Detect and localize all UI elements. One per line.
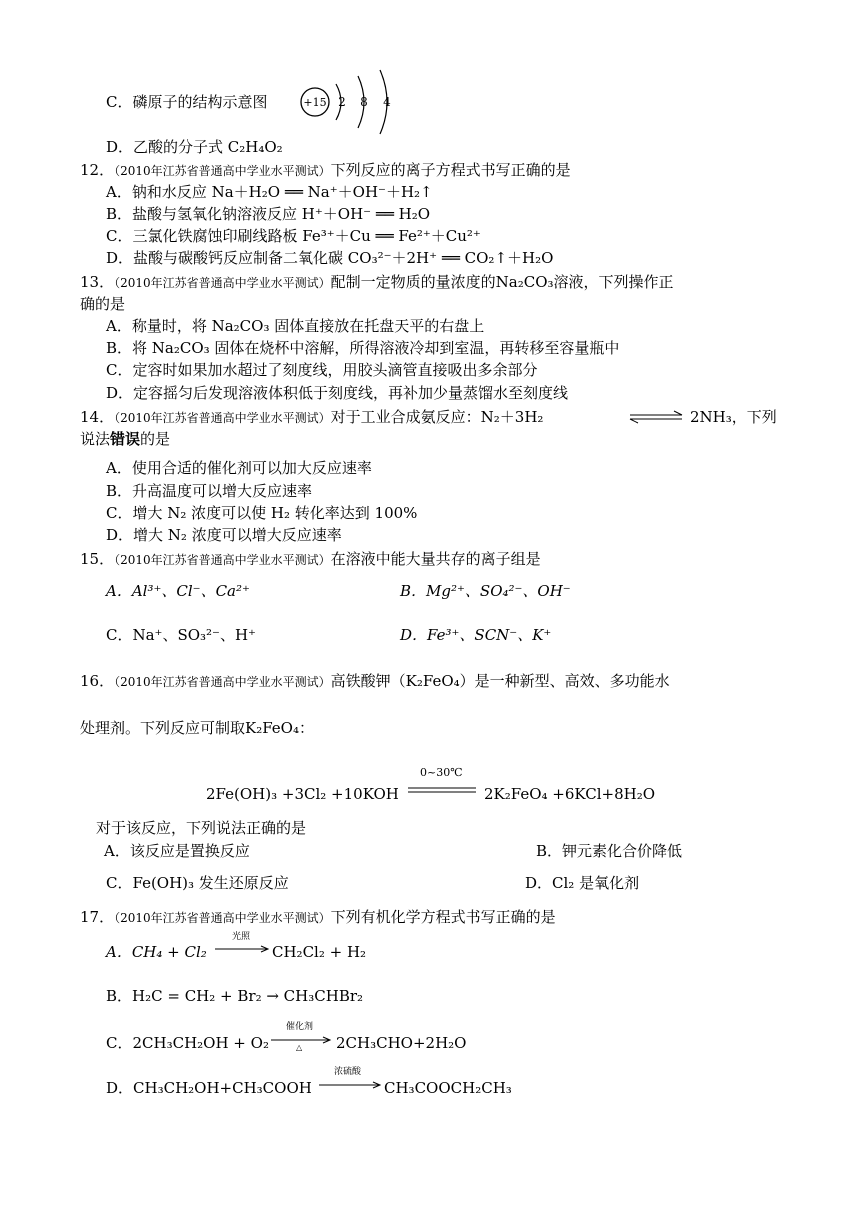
q14-text2a: 说法 [80,430,111,448]
q17-option-d-condition: 浓硫酸 [334,1067,362,1077]
q15-option-a: A．Al³⁺、Cl⁻、Ca²⁺ [106,582,250,600]
q14-stem-product: 2NH₃，下列 [690,408,777,426]
q15-number: 15． [80,550,115,568]
q15-text: 在溶液中能大量共存的离子组是 [330,550,541,568]
q16-equation-left: 2Fe(OH)₃ +3Cl₂ +10KOH [206,785,399,803]
shell-electrons-1: 2 [338,95,346,109]
q12-number: 12． [80,161,115,179]
shell-electrons-3: 4 [383,95,391,109]
q17-stem [80,907,556,928]
q12-option-d: D．盐酸与碳酸钙反应制备二氧化碳 CO₃²⁻＋2H⁺ ══ CO₂↑＋H₂O [106,249,554,267]
q14-stem-line2 [80,429,170,449]
q15-source: （2010年江苏省普通高中学业水平测试） [114,553,331,567]
q13-option-c: C．定容时如果加水超过了刻度线，用胶头滴管直接吸出多余部分 [106,361,538,379]
q17-option-c-condition2: △ [296,1043,303,1052]
q16-stem [80,671,670,692]
equilibrium-arrow-icon [628,410,684,424]
q12-option-c: C．三氯化铁腐蚀印刷线路板 Fe³⁺＋Cu ══ Fe²⁺＋Cu²⁺ [106,227,481,245]
q13-stem [80,272,674,293]
q17-option-c-condition: 催化剂 [286,1022,314,1032]
q12-text: 下列反应的离子方程式书写正确的是 [330,161,571,179]
q16-option-a: A．该反应是置换反应 [104,842,250,860]
q12-option-b: B．盐酸与氢氧化钠溶液反应 H⁺＋OH⁻ ══ H₂O [106,205,431,223]
q17-text: 下列有机化学方程式书写正确的是 [330,908,556,926]
q13-option-d: D．定容摇匀后发现溶液体积低于刻度线，再补加少量蒸馏水至刻度线 [106,384,569,402]
q16-lead: 对于该反应，下列说法正确的是 [96,819,307,837]
q15-option-d: D．Fe³⁺、SCN⁻、K⁺ [400,626,552,644]
q17-option-a-left: A．CH₄ + Cl₂ [106,943,207,961]
q15-stem [80,549,541,570]
q15-option-c: C．Na⁺、SO₃²⁻、H⁺ [106,626,256,644]
q14-option-a: A．使用合适的催化剂可以加大反应速率 [106,459,372,477]
q16-text: 高铁酸钾（K₂FeO₄）是一种新型、高效、多功能水 [330,672,670,690]
q17-a-arrow-icon [214,944,270,954]
q16-equation-condition: 0~30℃ [420,766,463,779]
q17-option-d-left: D．CH₃CH₂OH+CH₃COOH [106,1079,312,1097]
q13-text: 配制一定物质的量浓度的Na₂CO₃溶液，下列操作正 [330,273,674,291]
q14-stem [80,407,543,428]
q16-option-d: D．Cl₂ 是氧化剂 [525,874,640,892]
q16-option-c: C．Fe(OH)₃ 发生还原反应 [106,874,289,892]
q17-source: （2010年江苏省普通高中学业水平测试） [114,911,331,925]
q17-d-arrow-icon [318,1080,382,1090]
q13-source: （2010年江苏省普通高中学业水平测试） [114,276,331,290]
q12-source: （2010年江苏省普通高中学业水平测试） [114,164,331,178]
q17-option-a-right: CH₂Cl₂ + H₂ [272,943,367,961]
q13-number: 13． [80,273,115,291]
q16-stem-line2: 处理剂。下列反应可制取K₂FeO₄： [80,719,314,737]
q13-stem-line2: 确的是 [80,295,126,313]
q14-option-b: B．升高温度可以增大反应速率 [106,482,313,500]
q13-option-b: B．将 Na₂CO₃ 固体在烧杯中溶解，所得溶液冷却到室温，再转移至容量瓶中 [106,339,620,357]
q17-option-d-right: CH₃COOCH₂CH₃ [384,1079,512,1097]
q15-option-b: B．Mg²⁺、SO₄²⁻、OH⁻ [400,582,571,600]
q17-option-b: B．H₂C = CH₂ + Br₂ → CH₃CHBr₂ [106,987,364,1005]
q11-option-c [106,92,267,112]
q14-emphasis-wrong: 错误 [110,430,141,448]
q16-equals-sign-icon [406,785,478,795]
q16-option-b: B．钾元素化合价降低 [536,842,683,860]
q14-text: 对于工业合成氨反应：N₂＋3H₂ [330,408,544,426]
q14-source: （2010年江苏省普通高中学业水平测试） [114,411,331,425]
q16-source: （2010年江苏省普通高中学业水平测试） [114,675,331,689]
q14-option-d: D．增大 N₂ 浓度可以增大反应速率 [106,526,342,544]
q17-option-a-condition: 光照 [232,932,251,942]
q13-option-a: A．称量时，将 Na₂CO₃ 固体直接放在托盘天平的右盘上 [106,317,485,335]
q12-option-a: A．钠和水反应 Na＋H₂O ══ Na⁺＋OH⁻＋H₂↑ [106,183,433,201]
nucleus-charge: +15 [303,96,327,109]
shell-electrons-2: 8 [360,95,368,109]
q14-text2b: 的是 [140,430,171,448]
q17-option-c-right: 2CH₃CHO+2H₂O [336,1034,467,1052]
phosphorus-atom-diagram [298,66,402,136]
q11-option-c-text: C．磷原子的结构示意图 [106,93,268,111]
q16-number: 16． [80,672,115,690]
q14-number: 14． [80,408,115,426]
q16-equation-right: 2K₂FeO₄ +6KCl+8H₂O [484,785,655,803]
q17-number: 17． [80,908,115,926]
q11-option-d: D．乙酸的分子式 C₂H₄O₂ [106,138,283,156]
q12-stem [80,160,571,181]
q14-option-c: C．增大 N₂ 浓度可以使 H₂ 转化率达到 100% [106,504,418,522]
q17-option-c-left: C．2CH₃CH₂OH + O₂ [106,1034,269,1052]
